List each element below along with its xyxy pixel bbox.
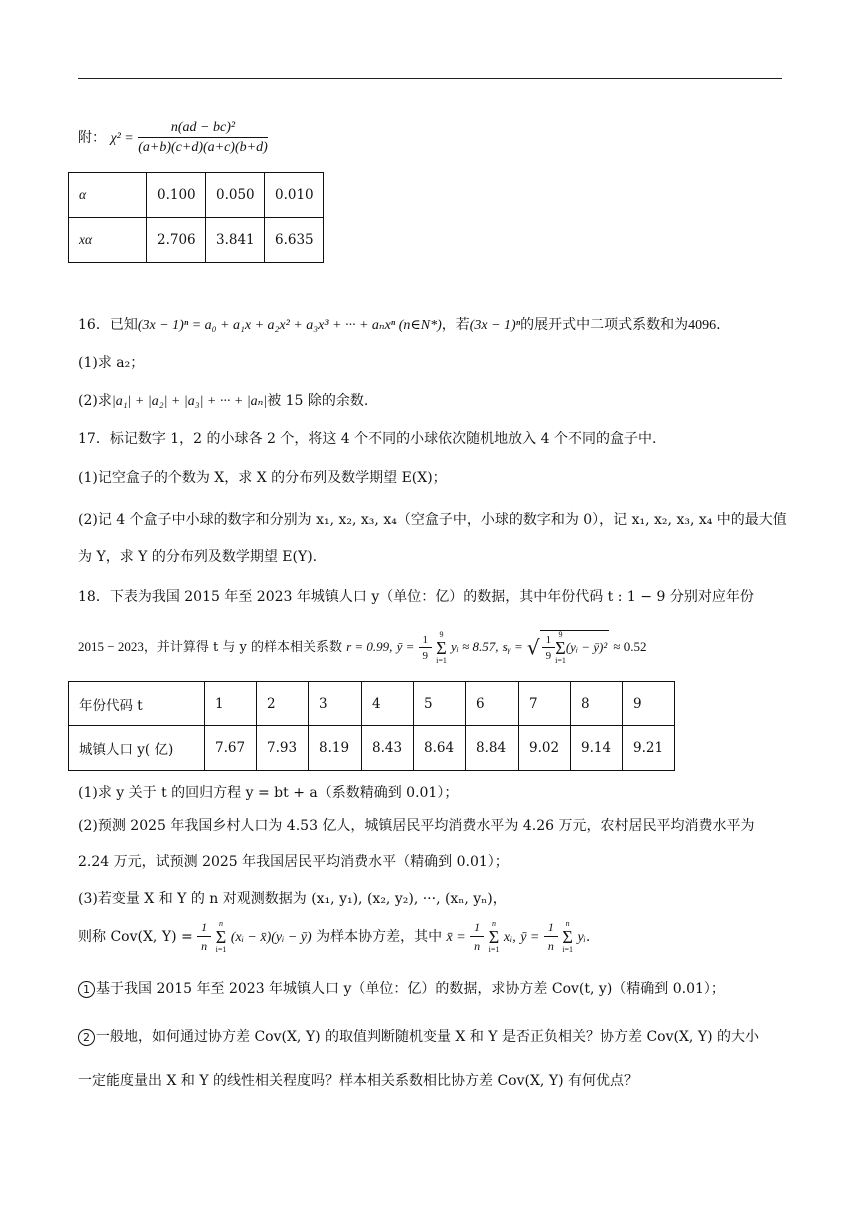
- appendix-label: 附：: [78, 130, 106, 146]
- q16-text-c: 的展开式中二项式系数和为: [520, 317, 689, 333]
- sum-operator: n Σ i=1: [215, 919, 227, 954]
- sum-operator: 9 Σ i=1: [436, 629, 447, 665]
- sum-upper: n: [491, 919, 496, 928]
- frac-denominator: n: [201, 939, 208, 953]
- chi-square-fraction: [138, 120, 268, 156]
- x-alpha-cell: 3.841: [206, 218, 265, 263]
- alpha-cell: 0.100: [147, 173, 206, 218]
- y-cell: 8.64: [414, 726, 466, 771]
- cov-lhs: 则称 Cov(X, Y) =: [78, 929, 193, 945]
- sum-lower: i=1: [215, 945, 227, 954]
- q18-sub1: [78, 978, 725, 998]
- frac-numerator: 1: [470, 920, 484, 937]
- circled-number-2: 2: [78, 1029, 95, 1046]
- y-cell: 7.93: [257, 726, 309, 771]
- x-alpha-label-cell: xα: [69, 218, 147, 263]
- xbar-body: xᵢ,: [503, 930, 516, 945]
- q16-part2-lead: (2)求: [78, 393, 112, 409]
- frac-denominator: 9: [422, 649, 429, 662]
- q17-part1: (1)记空盒子的个数为 X，求 X 的分布列及数学期望 E(X)；: [78, 470, 447, 486]
- xbar-lhs: x̄ =: [446, 930, 466, 945]
- frac-numerator: 1: [197, 920, 211, 937]
- q18-sy-inner: (yᵢ − ȳ)²: [565, 639, 608, 655]
- q18-sub2-line2: 一定能度量出 X 和 Y 的线性相关程度吗？样本相关系数相比协方差 Cov(X, Y) 有何优点？: [78, 1073, 638, 1089]
- q18-ybar-value: yᵢ ≈ 8.57,: [451, 639, 499, 654]
- row-label-y: 城镇人口 y( 亿): [69, 726, 205, 771]
- sum-lower: i=1: [555, 656, 566, 665]
- y-cell: 9.14: [571, 726, 623, 771]
- ybar-lhs: ȳ =: [520, 930, 540, 945]
- frac-numerator: 1: [542, 634, 556, 648]
- header-rule: [78, 78, 782, 79]
- xbar-frac: [470, 920, 484, 954]
- population-table: [68, 681, 675, 771]
- t-cell: 2: [257, 682, 309, 726]
- q18-r-value: r = 0.99,: [346, 639, 393, 654]
- cov-body: (xᵢ − x̄)(yᵢ − ȳ): [230, 930, 312, 945]
- q16-expr: (3x − 1)ⁿ: [469, 318, 521, 333]
- sum-upper: 9: [439, 629, 444, 639]
- q16-part2-expr: |a₁| + |a₂| + |a₃| + ··· + |aₙ|: [111, 394, 268, 409]
- q17-part2-line1: (2)记 4 个盒子中小球的数字和分别为 x₁, x₂, x₃, x₄（空盒子中，小球的数字和为 0），记 x₁, x₂, x₃, x₄ 中的最大值: [78, 512, 787, 528]
- t-cell: 6: [466, 682, 519, 726]
- q16-part2-tail: 被 15 除的余数.: [267, 393, 369, 409]
- q18-years: 2015 − 2023: [78, 639, 144, 654]
- y-cell: 9.02: [519, 726, 571, 771]
- y-cell: 8.19: [309, 726, 362, 771]
- sum-operator: n Σ i=1: [488, 919, 500, 954]
- frac-denominator: n: [547, 939, 554, 953]
- q18-sy-frac: [542, 634, 556, 662]
- ybar-body: yᵢ: [577, 930, 586, 945]
- chi-square-numerator: n(ad − bc)²: [138, 120, 268, 138]
- t-cell: 9: [623, 682, 675, 726]
- q18-part2-line2: 2.24 万元，试预测 2025 年我国居民平均消费水平（精确到 0.01）；: [78, 854, 509, 870]
- frac-denominator: n: [474, 939, 481, 953]
- q18-stem-text: ，并计算得 t 与 y 的样本相关系数: [143, 640, 342, 655]
- q17-part2-line2: 为 Y，求 Y 的分布列及数学期望 E(Y).: [78, 549, 318, 565]
- sum-operator: 9 Σ i=1: [555, 630, 566, 665]
- q16-part1: (1)求 a₂；: [78, 355, 145, 371]
- t-cell: 1: [205, 682, 257, 726]
- frac-numerator: 1: [419, 634, 433, 648]
- y-cell: 8.84: [466, 726, 519, 771]
- table-row: [69, 682, 675, 726]
- q18-sy-value: ≈ 0.52: [613, 639, 647, 654]
- q18-part3-line1: (3)若变量 X 和 Y 的 n 对观测数据为 (x₁, y₁), (x₂, y₂), ···, (xₙ, yₙ)，: [78, 891, 507, 907]
- t-cell: 5: [414, 682, 466, 726]
- q16-formula: (3x − 1)ⁿ = a₀ + a₁x + a₂x² + a₃x³ + ··· + aₙxⁿ (n∈N*): [137, 318, 442, 333]
- q18-sy-lhs: sᵧ =: [502, 639, 523, 654]
- x-alpha-cell: 2.706: [147, 218, 206, 263]
- q16-end: .: [716, 317, 721, 333]
- critical-value-table: [68, 172, 324, 263]
- q18-ybar-frac: [419, 634, 433, 662]
- appendix-formula: [78, 120, 268, 156]
- t-cell: 3: [309, 682, 362, 726]
- q16-stem: [78, 314, 721, 334]
- sum-lower: i=1: [562, 945, 574, 954]
- cov-frac: [197, 920, 211, 954]
- t-cell: 8: [571, 682, 623, 726]
- sum-lower: i=1: [488, 945, 500, 954]
- sum-upper: n: [218, 919, 223, 928]
- sum-lower: i=1: [436, 655, 447, 665]
- q17-stem: 17．标记数字 1，2 的小球各 2 个，将这 4 个不同的小球依次随机地放入 4 个不同的盒子中.: [78, 431, 657, 447]
- alpha-label-cell: α: [69, 173, 147, 218]
- q16-total: 4096: [688, 318, 717, 333]
- alpha-cell: 0.050: [206, 173, 265, 218]
- sum-upper: n: [565, 919, 570, 928]
- circled-number-1: 1: [78, 981, 95, 998]
- t-cell: 7: [519, 682, 571, 726]
- alpha-cell: 0.010: [265, 173, 324, 218]
- q18-stem-line2: 2015 − 2023，并计算得 t 与 y 的样本相关系数 r = 0.99, ȳ = $\frac{1}{9}$ 9 Σ i=1 yᵢ ≈ 8.57, sᵧ = √ $\frac{1}{9}$ 9 Σ i=1 (yᵢ − ȳ)² ≈ 0.52: [78, 629, 647, 665]
- q16-lead: 16．已知: [78, 317, 138, 333]
- y-cell: 8.43: [362, 726, 414, 771]
- x-alpha-cell: 6.635: [265, 218, 324, 263]
- sum-operator: n Σ i=1: [562, 919, 574, 954]
- q18-stem-line1: 18．下表为我国 2015 年至 2023 年城镇人口 y（单位：亿）的数据，其中年份代码 t : 1 − 9 分别对应年份: [78, 589, 754, 605]
- q18-part1: (1)求 y 关于 t 的回归方程 y = bt + a（系数精确到 0.01）；: [78, 785, 459, 801]
- q18-ybar-lhs: ȳ =: [396, 639, 415, 654]
- q18-sub1-text: 基于我国 2015 年至 2023 年城镇人口 y（单位：亿）的数据，求协方差 Cov(t, y)（精确到 0.01）；: [96, 981, 725, 997]
- sum-upper: 9: [558, 630, 563, 639]
- y-cell: 9.21: [623, 726, 675, 771]
- q18-sub2-line1: [78, 1026, 759, 1046]
- q18-sub2-text1: 一般地，如何通过协方差 Cov(X, Y) 的取值判断随机变量 X 和 Y 是否正负相关？协方差 Cov(X, Y) 的大小: [96, 1029, 759, 1045]
- q16-part2: [78, 390, 368, 410]
- frac-numerator: 1: [544, 920, 558, 937]
- t-cell: 4: [362, 682, 414, 726]
- cov-end: .: [585, 929, 591, 945]
- table-row: [69, 726, 675, 771]
- y-cell: 7.67: [205, 726, 257, 771]
- q16-text-b: ，若: [441, 317, 470, 333]
- chi-square-denominator: (a+b)(c+d)(a+c)(b+d): [138, 140, 268, 155]
- cov-text: 为样本协方差，其中: [316, 929, 443, 945]
- frac-denominator: 9: [545, 650, 552, 662]
- q18-part3-line2: [78, 920, 590, 954]
- row-label-t: 年份代码 t: [69, 682, 205, 726]
- q18-part2-line1: (2)预测 2025 年我国乡村人口为 4.53 亿人，城镇居民平均消费水平为 4.26 万元，农村居民平均消费水平为: [78, 818, 755, 834]
- q18-sy-radicand: [540, 630, 610, 665]
- ybar-frac: [544, 920, 558, 954]
- chi-square-lhs: χ² =: [110, 131, 134, 146]
